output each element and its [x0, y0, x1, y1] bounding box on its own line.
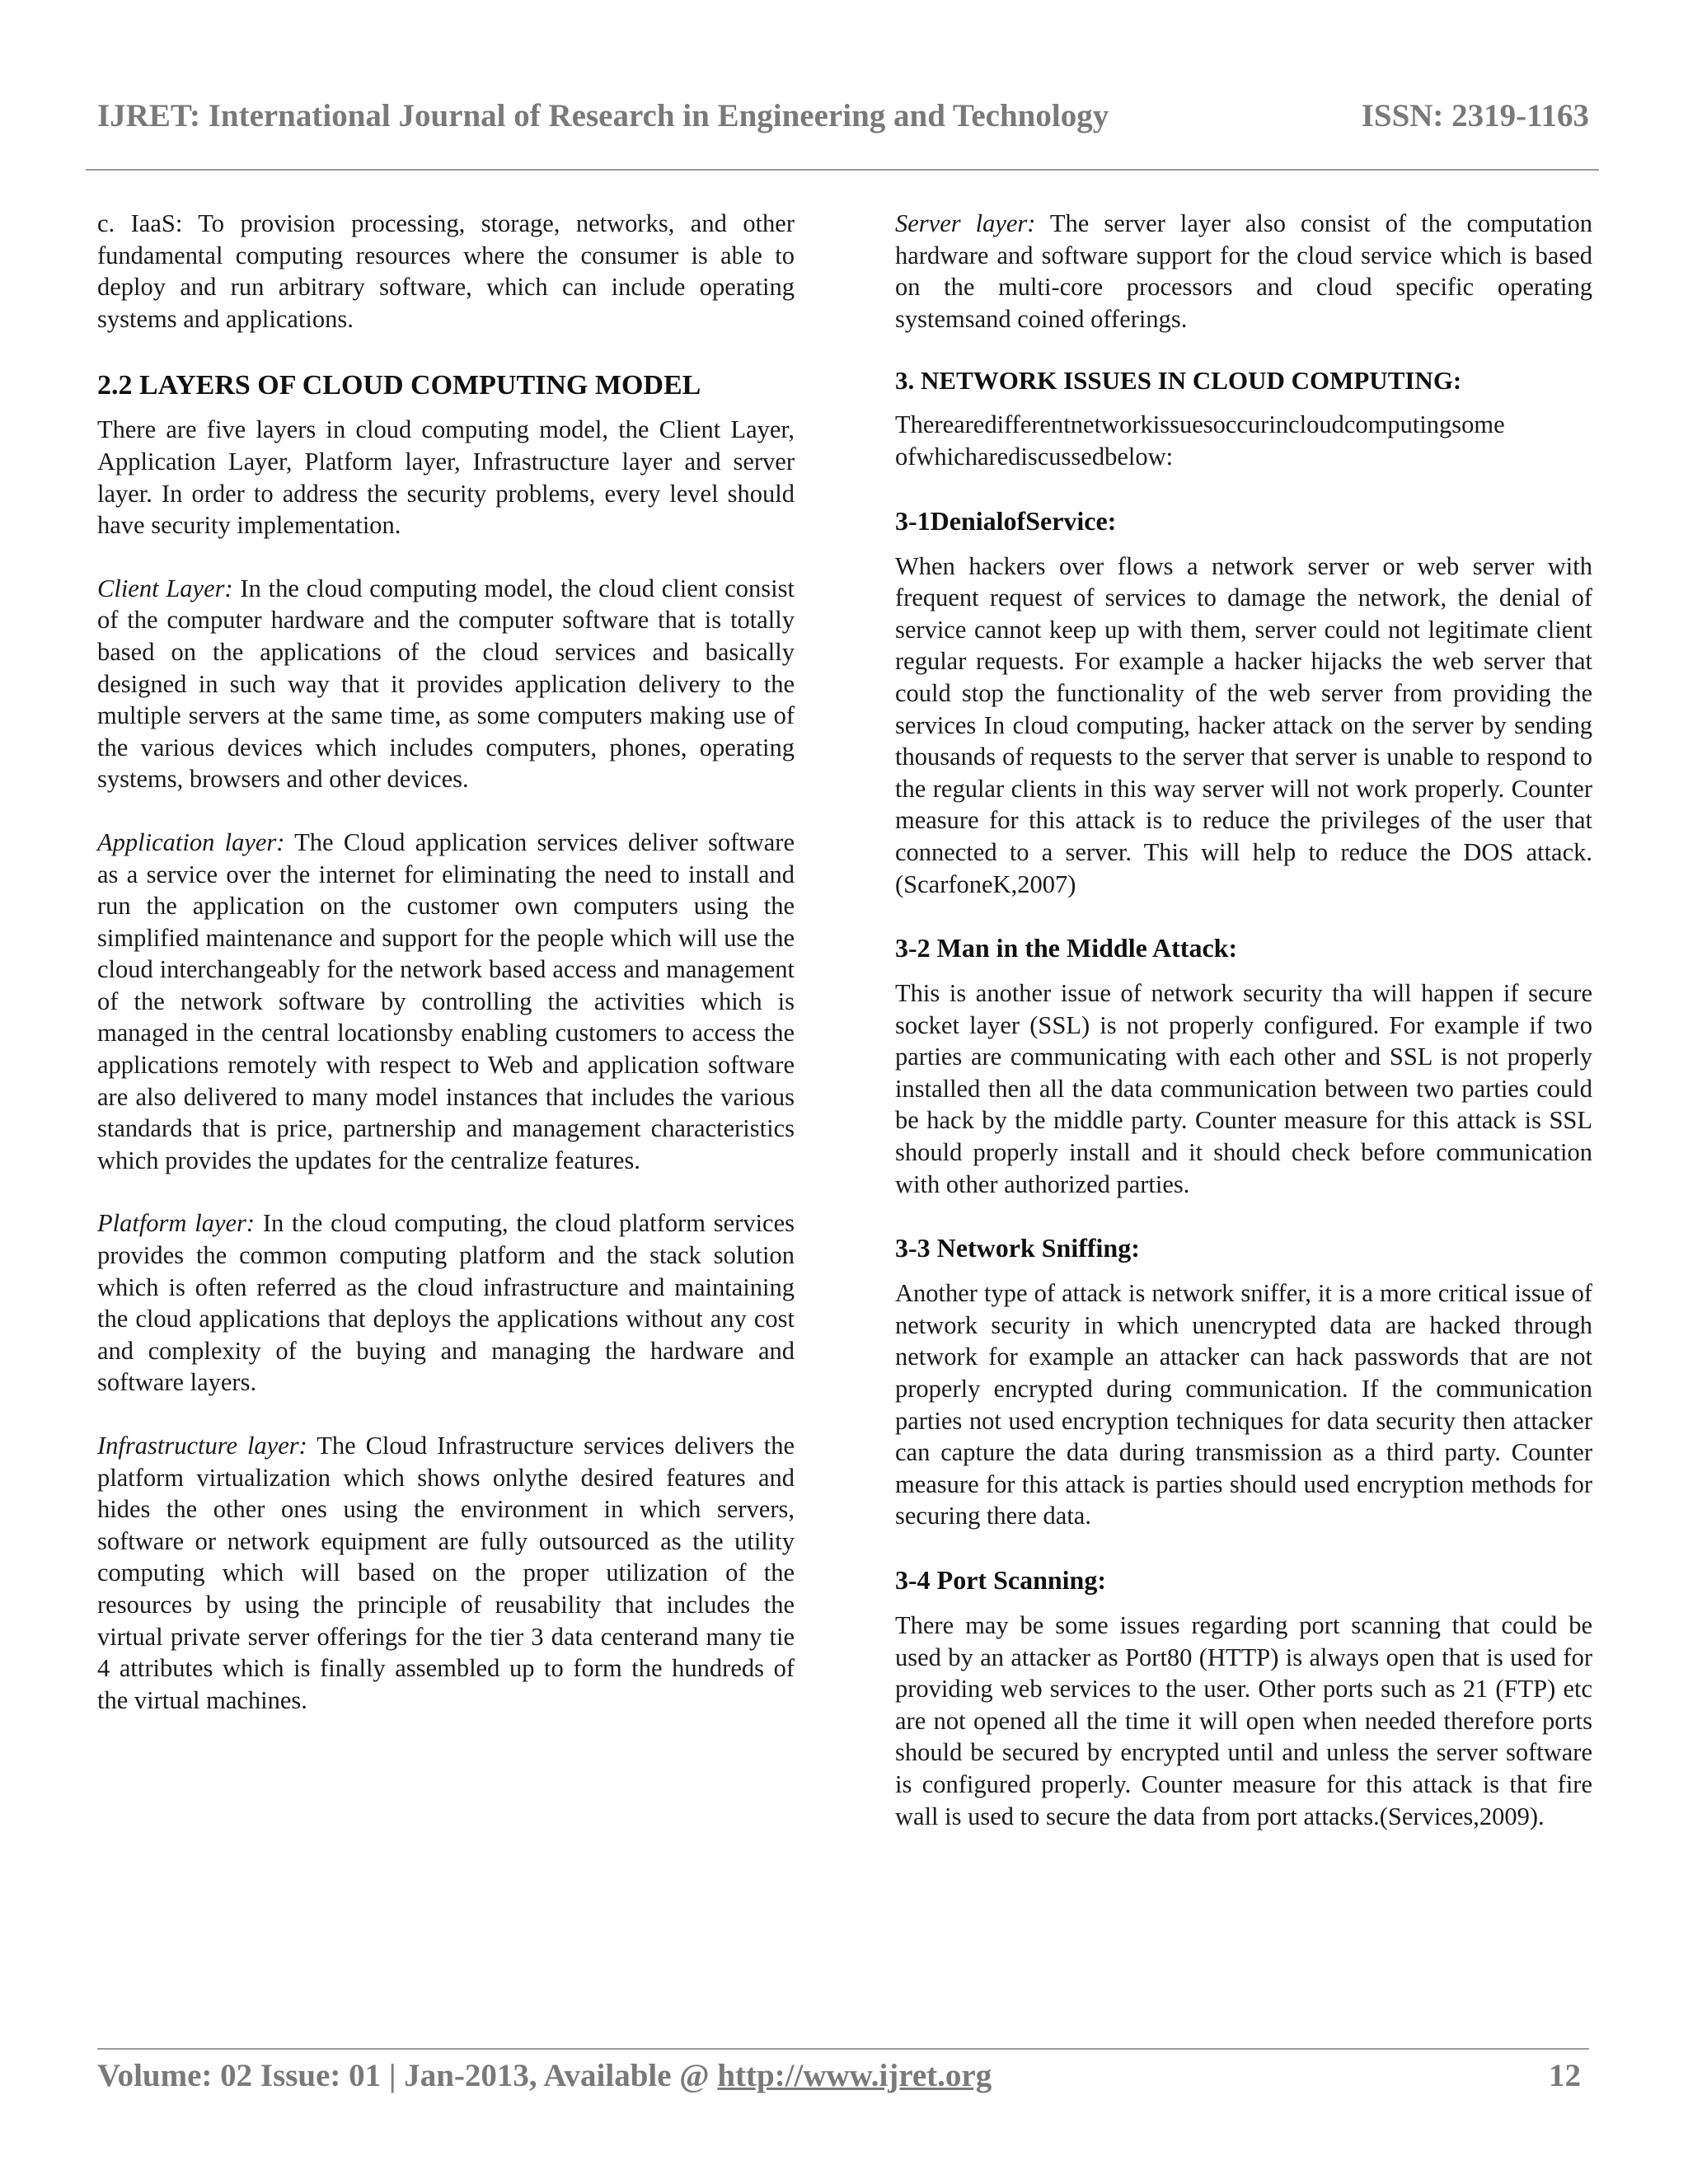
subsection-title-mitm: 3-2 Man in the Middle Attack:: [895, 933, 1238, 963]
server-layer-paragraph: [895, 208, 1592, 335]
network-issues-intro-line-2: ofwhicharediscussedbelow:: [895, 442, 1174, 471]
volume-text: Volume: 02 Issue: 01 | Jan-2013, Available @: [97, 2058, 718, 2093]
iaas-paragraph: c. IaaS: To provision processing, storage, networks, and other fundamental computing resources where the consumer is able to deploy and run arbitrary software, which can include operating systems and applications.: [97, 209, 795, 333]
infrastructure-layer-text: The Cloud Infrastructure services delivers the platform virtualization which shows onlythe desired features and hides the other ones using the environment in which servers, software or network equipment are fully outsourced as the utility computing which will based on the proper utilization of the resources by using the principle of reusability that includes the virtual private server offerings for the tier 3 data centerand many tie 4 attributes which is finally assembled up to form the hundreds of the virtual machines.: [97, 1432, 795, 1714]
application-layer-paragraph: [97, 827, 795, 1177]
infrastructure-layer-label: Infrastructure layer:: [97, 1432, 307, 1460]
journal-url-link[interactable]: http://www.ijret.org: [717, 2058, 992, 2093]
subsection-title-dos: 3-1DenialofService:: [895, 505, 1117, 536]
header-rule: [86, 169, 1599, 171]
platform-layer-label: Platform layer:: [97, 1209, 256, 1238]
platform-layer-paragraph: [97, 1207, 795, 1399]
left-column: [97, 208, 795, 1716]
mitm-paragraph: This is another issue of network security tha will happen if secure socket layer (SSL) is not properly configured. For example if two parties are communicating with each other and SSL is not properly installed then all the data communication between two parties could be hack by the middle party. Counter measure for this attack is SSL should properly install and it should check before communication with other authorized parties.: [895, 979, 1592, 1198]
network-issues-intro-line-1: Therearedifferentnetworkissuesoccurincloudcomputingsome: [895, 410, 1505, 439]
footer-rule: [97, 2048, 1589, 2050]
layers-intro-paragraph: There are five layers in cloud computing model, the Client Layer, Application Layer, Platform layer, Infrastructure layer and server layer. In order to address the security problems, every level should have security implementation.: [97, 415, 795, 540]
issn-number: ISSN: 2319-1163: [1361, 98, 1589, 134]
section-title-layers: 2.2 LAYERS OF CLOUD COMPUTING MODEL: [97, 370, 701, 401]
subsection-title-sniffing: 3-3 Network Sniffing:: [895, 1233, 1140, 1263]
infrastructure-layer-paragraph: [97, 1430, 795, 1716]
section-title-network-issues: 3. NETWORK ISSUES IN CLOUD COMPUTING:: [895, 366, 1462, 396]
dos-paragraph: When hackers over flows a network server or web server with frequent request of services to damage the network, the denial of service cannot keep up with them, server could not legitimate client regular requests. For example a hacker hijacks the web server that could stop the functionality of the web server from providing the services In cloud computing, hacker attack on the server by sending thousands of requests to the server that server is unable to respond to the regular clients in this way server will not work properly. Counter measure for this attack is to reduce the privileges of the user that connected to a server. This will help to reduce the DOS attack. (ScarfoneK,2007): [895, 551, 1592, 898]
volume-info: [97, 2057, 992, 2094]
application-layer-label: Application layer:: [97, 827, 285, 856]
running-header: [97, 97, 1589, 147]
platform-layer-text: In the cloud computing, the cloud platform services provides the common computing platform and the stack solution which is often referred as the cloud infrastructure and maintaining the cloud applications that deploys the applications without any cost and complexity of the buying and managing the hardware and software layers.: [97, 1209, 795, 1397]
server-layer-label: Server layer:: [895, 209, 1036, 237]
page-footer: [97, 2057, 1589, 2107]
application-layer-text: The Cloud application services deliver software as a service over the internet for eliminating the need to install and run the application on the customer own computers using the simplified maintenance and support for the people which will use the cloud interchangeably for the network based access and management of the network software by controlling the activities which is managed in the central locationsby enabling customers to access the applications remotely with respect to Web and application software are also delivered to many model instances that includes the various standards that is price, partnership and management characteristics which provides the updates for the centralize features.: [97, 827, 795, 1174]
subsection-title-port-scanning: 3-4 Port Scanning:: [895, 1565, 1106, 1595]
right-column: [895, 208, 1592, 1832]
port-scanning-paragraph: There may be some issues regarding port scanning that could be used by an attacker as Port80 (HTTP) is always open that is used for providing web services to the user. Other ports such as 21 (FTP) etc are not opened all the time it will open when needed therefore ports should be secured by encrypted until and unless the server software is configured properly. Counter measure for this attack is that fire wall is used to secure the data from port attacks.(Services,2009).: [895, 1611, 1592, 1830]
sniffing-paragraph: Another type of attack is network sniffer, it is a more critical issue of network security in which unencrypted data are hacked through network for example an attacker can hack passwords that are not properly encrypted during communication. If the communication parties not used encryption techniques for data security then attacker can capture the data during transmission as a third party. Counter measure for this attack is parties should used encryption methods for securing there data.: [895, 1279, 1592, 1530]
client-layer-paragraph: [97, 573, 795, 795]
server-layer-text: The server layer also consist of the computation hardware and software support for the cloud service which is based on the multi-core processors and cloud specific operating systemsand coined offerings.: [895, 209, 1592, 333]
journal-title: IJRET: International Journal of Research in Engineering and Technology: [97, 98, 1109, 134]
page-number: 12: [1549, 2058, 1581, 2093]
client-layer-label: Client Layer:: [97, 574, 233, 602]
client-layer-text: In the cloud computing model, the cloud client consist of the computer hardware and the computer software that is totally based on the applications of the cloud services and basically designed in such way that it provides application delivery to the multiple servers at the same time, as some computers making use of the various devices which includes computers, phones, operating systems, browsers and other devices.: [97, 574, 795, 794]
